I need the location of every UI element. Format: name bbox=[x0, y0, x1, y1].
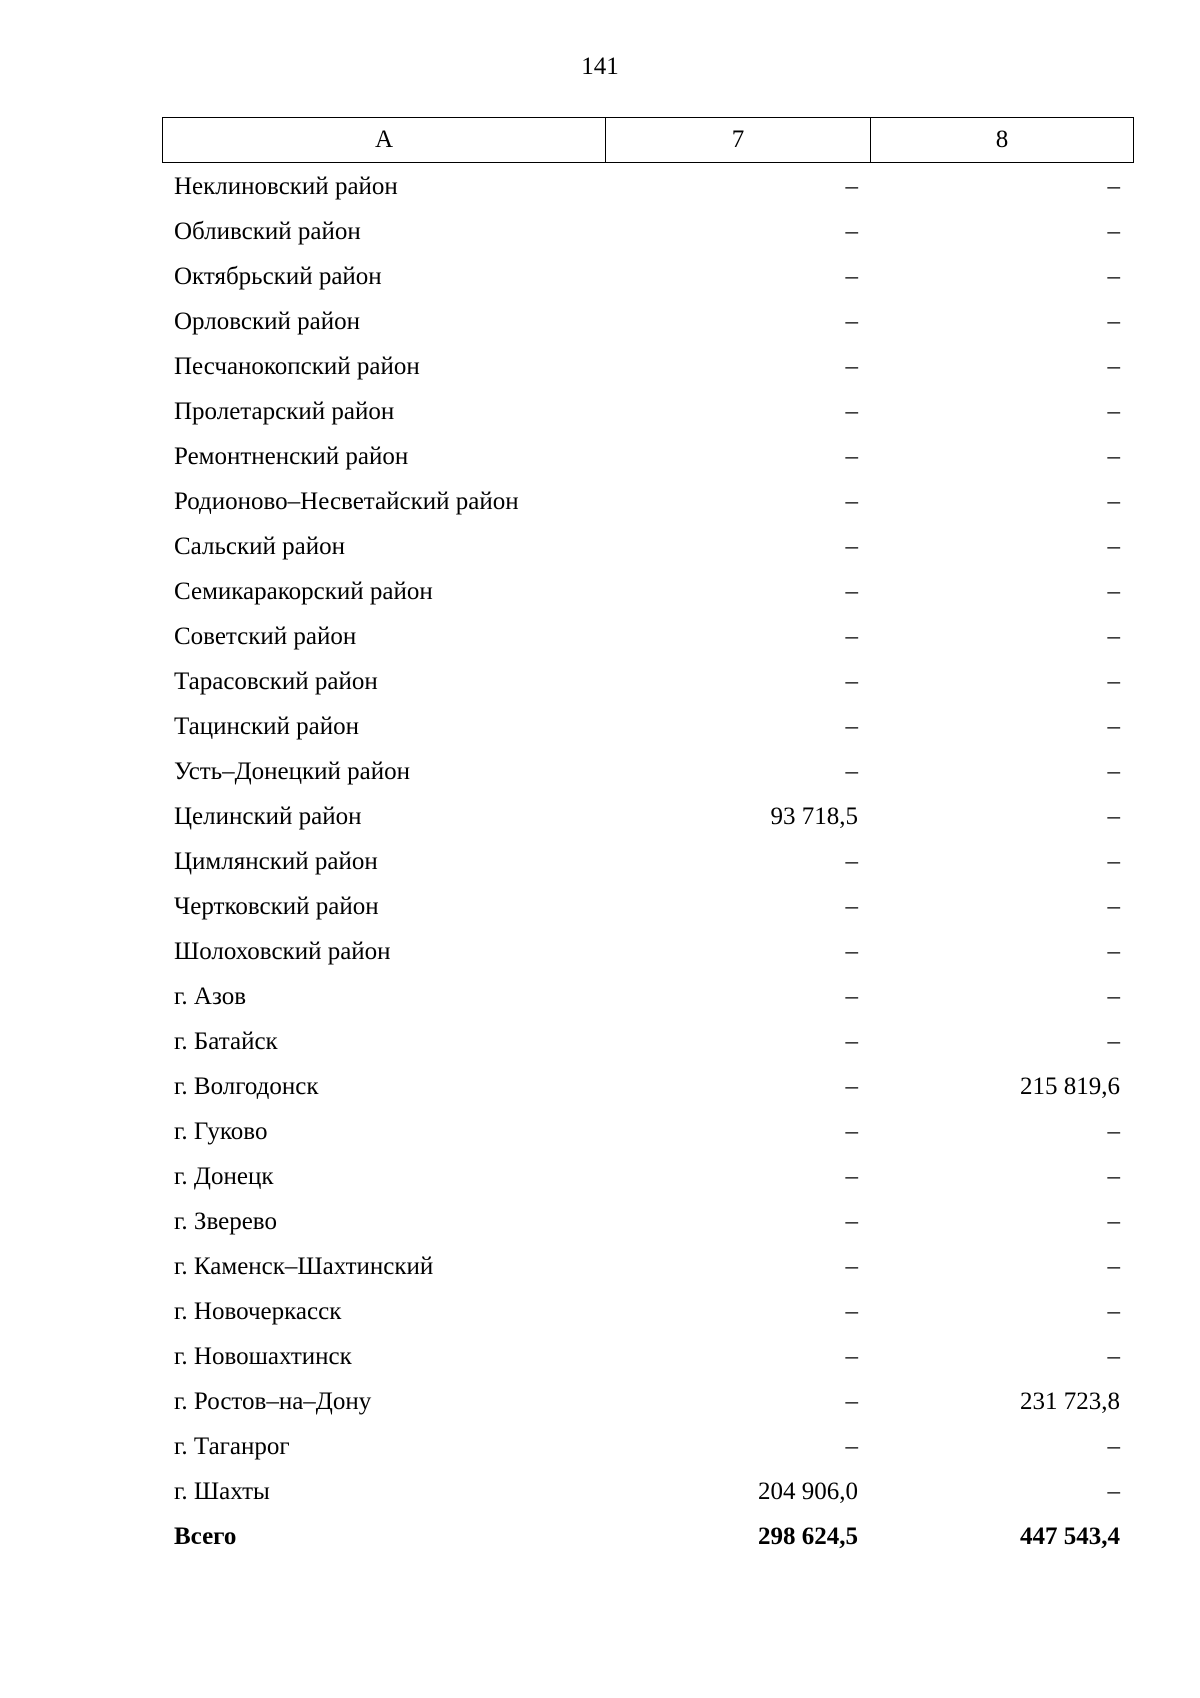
table-row bbox=[162, 974, 1134, 1019]
row-value-7-cell: – bbox=[845, 983, 858, 1010]
row-value-7-cell: – bbox=[845, 1028, 858, 1055]
row-value-8-cell: – bbox=[1107, 488, 1120, 515]
row-value-8-cell: – bbox=[1107, 893, 1120, 920]
row-name-cell: Сальский район bbox=[174, 533, 345, 560]
table-row bbox=[162, 1244, 1134, 1289]
row-value-7-cell: – bbox=[845, 938, 858, 965]
table-row bbox=[162, 704, 1134, 749]
header-cell-a: А bbox=[163, 118, 606, 162]
header-cell-8: 8 bbox=[995, 126, 1009, 153]
row-value-8-cell: – bbox=[1107, 533, 1120, 560]
data-table bbox=[162, 117, 1134, 1559]
table-row bbox=[162, 1064, 1134, 1109]
table-row bbox=[162, 1334, 1134, 1379]
table-row bbox=[162, 1379, 1134, 1424]
row-value-7-cell: – bbox=[845, 488, 858, 515]
table-row bbox=[162, 479, 1134, 524]
table-row bbox=[162, 524, 1134, 569]
table-body bbox=[162, 163, 1134, 1559]
row-value-7-cell: – bbox=[845, 1343, 858, 1370]
row-value-8-cell: – bbox=[1107, 353, 1120, 380]
table-row bbox=[162, 929, 1134, 974]
row-value-8-cell: 215 819,6 bbox=[1020, 1073, 1120, 1100]
row-value-7-cell: – bbox=[845, 398, 858, 425]
row-value-8-cell: – bbox=[1107, 1163, 1120, 1190]
row-value-8-cell: – bbox=[1107, 668, 1120, 695]
row-name-cell: Ремонтненский район bbox=[174, 443, 409, 470]
row-value-8-cell: – bbox=[1107, 1208, 1120, 1235]
table-row bbox=[162, 1019, 1134, 1064]
total-label-cell: Всего bbox=[174, 1523, 237, 1550]
row-name-cell: Неклиновский район bbox=[174, 173, 398, 200]
total-value-7-cell: 298 624,5 bbox=[758, 1523, 858, 1550]
row-value-8-cell: – bbox=[1107, 1298, 1120, 1325]
row-name-cell: г. Каменск–Шахтинский bbox=[174, 1253, 434, 1280]
row-name-cell: Песчанокопский район bbox=[174, 353, 420, 380]
row-value-7-cell: – bbox=[845, 1163, 858, 1190]
row-value-8-cell: – bbox=[1107, 938, 1120, 965]
row-value-7-cell: – bbox=[845, 1208, 858, 1235]
row-name-cell: г. Батайск bbox=[174, 1028, 278, 1055]
row-name-cell: г. Зверево bbox=[174, 1208, 277, 1235]
table-row bbox=[162, 299, 1134, 344]
table-header-row bbox=[162, 117, 1134, 163]
row-value-8-cell: – bbox=[1107, 758, 1120, 785]
row-value-8-cell: – bbox=[1107, 578, 1120, 605]
row-name-cell: г. Новошахтинск bbox=[174, 1343, 352, 1370]
row-name-cell: г. Донецк bbox=[174, 1163, 274, 1190]
row-name-cell: Шолоховский район bbox=[174, 938, 391, 965]
table-row bbox=[162, 614, 1134, 659]
table-row bbox=[162, 434, 1134, 479]
row-name-cell: Тарасовский район bbox=[174, 668, 378, 695]
table-row bbox=[162, 569, 1134, 614]
row-name-cell: Чертковский район bbox=[174, 893, 379, 920]
table-row bbox=[162, 389, 1134, 434]
row-value-7-cell: – bbox=[845, 848, 858, 875]
row-value-8-cell: – bbox=[1107, 803, 1120, 830]
table-row bbox=[162, 1424, 1134, 1469]
row-value-7-cell: – bbox=[845, 308, 858, 335]
table-row bbox=[162, 1154, 1134, 1199]
row-value-7-cell: – bbox=[845, 1253, 858, 1280]
row-value-8-cell: 231 723,8 bbox=[1020, 1388, 1120, 1415]
row-name-cell: Советский район bbox=[174, 623, 357, 650]
row-value-8-cell: – bbox=[1107, 173, 1120, 200]
row-value-8-cell: – bbox=[1107, 218, 1120, 245]
row-value-8-cell: – bbox=[1107, 1433, 1120, 1460]
row-value-7-cell: – bbox=[845, 1118, 858, 1145]
table-row bbox=[162, 254, 1134, 299]
row-value-7-cell: – bbox=[845, 668, 858, 695]
row-name-cell: Орловский район bbox=[174, 308, 360, 335]
row-value-8-cell: – bbox=[1107, 1253, 1120, 1280]
table-row bbox=[162, 1469, 1134, 1514]
row-value-8-cell: – bbox=[1107, 1478, 1120, 1505]
row-value-7-cell: – bbox=[845, 1298, 858, 1325]
table-row bbox=[162, 794, 1134, 839]
row-value-8-cell: – bbox=[1107, 443, 1120, 470]
table-row bbox=[162, 1289, 1134, 1334]
row-value-7-cell: – bbox=[845, 623, 858, 650]
row-name-cell: г. Шахты bbox=[174, 1478, 270, 1505]
row-value-7-cell: – bbox=[845, 173, 858, 200]
row-value-7-cell: 93 718,5 bbox=[770, 803, 858, 830]
row-value-8-cell: – bbox=[1107, 983, 1120, 1010]
row-value-8-cell: – bbox=[1107, 848, 1120, 875]
table-row bbox=[162, 884, 1134, 929]
row-value-8-cell: – bbox=[1107, 308, 1120, 335]
row-value-7-cell: – bbox=[845, 353, 858, 380]
row-value-8-cell: – bbox=[1107, 1343, 1120, 1370]
row-value-8-cell: – bbox=[1107, 1028, 1120, 1055]
row-value-7-cell: – bbox=[845, 893, 858, 920]
header-cell-7: 7 bbox=[606, 118, 871, 162]
row-name-cell: Цимлянский район bbox=[174, 848, 378, 875]
row-value-7-cell: – bbox=[845, 1433, 858, 1460]
row-value-7-cell: 204 906,0 bbox=[758, 1478, 858, 1505]
row-name-cell: Целинский район bbox=[174, 803, 362, 830]
row-name-cell: Усть–Донецкий район bbox=[174, 758, 411, 785]
row-value-7-cell: – bbox=[845, 1073, 858, 1100]
row-value-7-cell: – bbox=[845, 443, 858, 470]
row-value-7-cell: – bbox=[845, 533, 858, 560]
row-value-7-cell: – bbox=[845, 713, 858, 740]
table-row bbox=[162, 1199, 1134, 1244]
row-value-7-cell: – bbox=[845, 1388, 858, 1415]
table-row bbox=[162, 344, 1134, 389]
row-value-8-cell: – bbox=[1107, 713, 1120, 740]
table-row bbox=[162, 164, 1134, 209]
row-name-cell: Пролетарский район bbox=[174, 398, 395, 425]
row-value-8-cell: – bbox=[1107, 1118, 1120, 1145]
row-value-8-cell: – bbox=[1107, 623, 1120, 650]
row-name-cell: г. Азов bbox=[174, 983, 247, 1010]
table-row bbox=[162, 659, 1134, 704]
row-value-8-cell: – bbox=[1107, 398, 1120, 425]
row-name-cell: Семикаракорский район bbox=[174, 578, 433, 605]
table-row bbox=[162, 839, 1134, 884]
row-value-7-cell: – bbox=[845, 578, 858, 605]
row-name-cell: Октябрьский район bbox=[174, 263, 382, 290]
total-value-8-cell: 447 543,4 bbox=[1020, 1523, 1120, 1550]
row-value-7-cell: – bbox=[845, 758, 858, 785]
row-name-cell: г. Новочеркасск bbox=[174, 1298, 342, 1325]
row-value-8-cell: – bbox=[1107, 263, 1120, 290]
row-name-cell: г. Волгодонск bbox=[174, 1073, 319, 1100]
table-row bbox=[162, 209, 1134, 254]
table-total-row bbox=[162, 1514, 1134, 1559]
row-name-cell: Родионово–Несветайский район bbox=[174, 488, 519, 515]
row-name-cell: г. Ростов–на–Дону bbox=[174, 1388, 372, 1415]
row-name-cell: Тацинский район bbox=[174, 713, 359, 740]
row-name-cell: г. Таганрог bbox=[174, 1433, 290, 1460]
row-name-cell: Обливский район bbox=[174, 218, 361, 245]
page-number: 141 bbox=[581, 53, 619, 80]
row-name-cell: г. Гуково bbox=[174, 1118, 268, 1145]
row-value-7-cell: – bbox=[845, 218, 858, 245]
table-row bbox=[162, 749, 1134, 794]
table-row bbox=[162, 1109, 1134, 1154]
row-value-7-cell: – bbox=[845, 263, 858, 290]
